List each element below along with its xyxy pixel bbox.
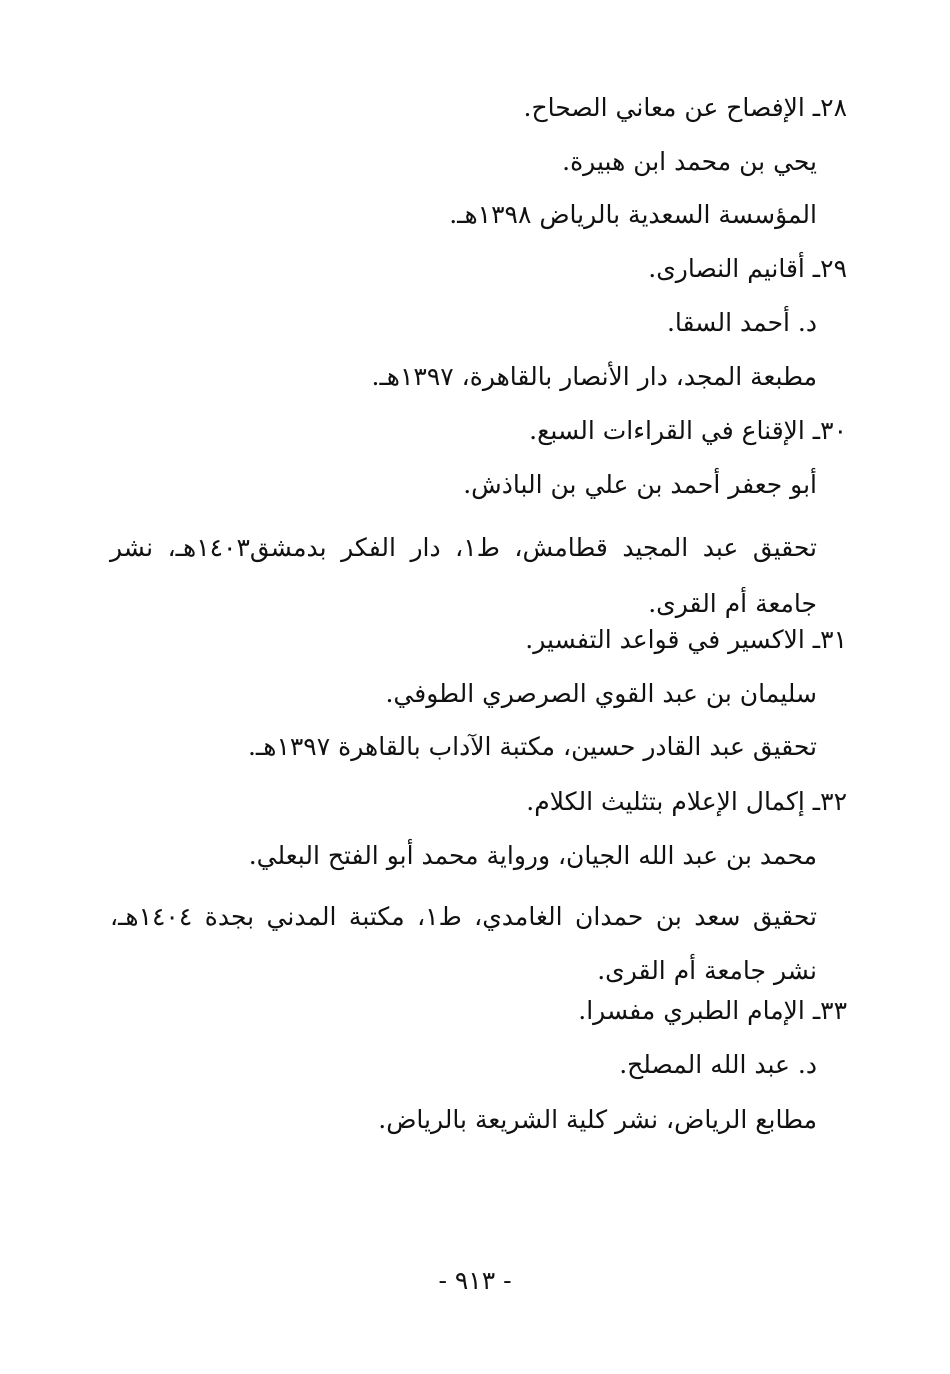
entry-31-author: سليمان بن عبد القوي الصرصري الطوفي. [385, 679, 817, 708]
entry-31-title: ٣١ـ الاكسير في قواعد التفسير. [525, 625, 847, 654]
entry-30-author: أبو جعفر أحمد بن علي بن الباذش. [463, 470, 817, 499]
entry-29-author: د. أحمد السقا. [666, 308, 817, 337]
entry-30-title: ٣٠ـ الإقناع في القراءات السبع. [529, 416, 847, 445]
entry-31-publisher: تحقيق عبد القادر حسين، مكتبة الآداب بالقاهرة ١٣٩٧هـ. [247, 732, 817, 761]
entry-32-title: ٣٢ـ إكمال الإعلام بتثليث الكلام. [526, 787, 847, 816]
entry-30-publisher: تحقيق عبد المجيد قطامش، ط١، دار الفكر بدمشق١٤٠٣هـ، نشر جامعة أم القرى. [110, 533, 818, 618]
page-number: - ٩١٣ - [438, 1266, 512, 1295]
entry-28-title: ٢٨ـ الإفصاح عن معاني الصحاح. [523, 93, 847, 122]
entry-29-title: ٢٩ـ أقانيم النصارى. [648, 254, 847, 283]
entry-28-publisher: المؤسسة السعدية بالرياض ١٣٩٨هـ. [449, 200, 817, 229]
entry-32-publisher: تحقيق سعد بن حمدان الغامدي، ط١، مكتبة المدني بجدة ١٤٠٤هـ، نشر جامعة أم القرى. [110, 902, 817, 985]
entry-33-title: ٣٣ـ الإمام الطبري مفسرا. [578, 996, 847, 1025]
entry-29-publisher: مطبعة المجد، دار الأنصار بالقاهرة، ١٣٩٧هـ. [371, 362, 817, 391]
entry-28-author: يحي بن محمد ابن هبيرة. [562, 147, 817, 176]
entry-32-author: محمد بن عبد الله الجيان، ورواية محمد أبو الفتح البعلي. [248, 841, 817, 870]
entry-33-publisher: مطابع الرياض، نشر كلية الشريعة بالرياض. [378, 1105, 817, 1134]
entry-33-author: د. عبد الله المصلح. [619, 1050, 817, 1079]
